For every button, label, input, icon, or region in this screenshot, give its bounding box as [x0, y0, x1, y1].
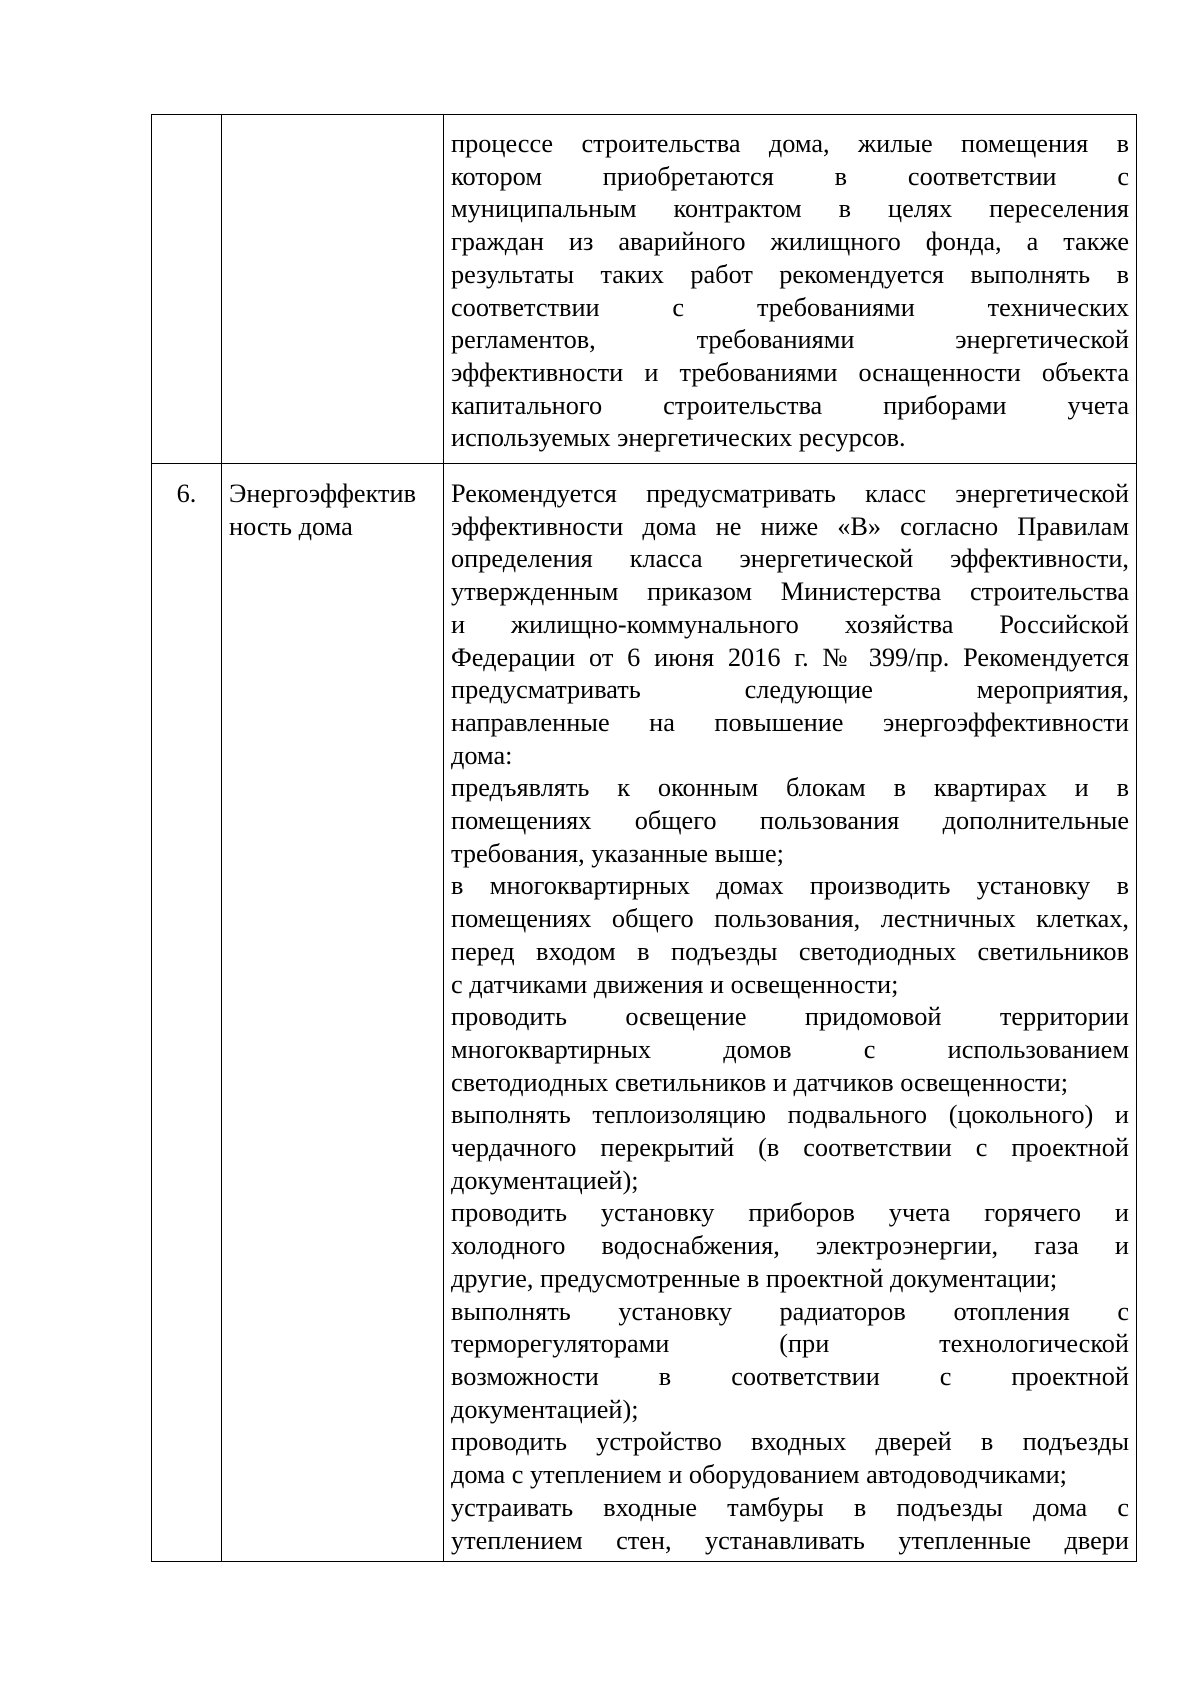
description-line: Рекомендуется предусматривать класс энергетической: [451, 479, 1129, 508]
description-line: регламентов, требованиями энергетической: [451, 325, 1129, 355]
description-line: возможности в соответствии с проектной: [451, 1361, 1129, 1391]
description-line: Федерации от 6 июня 2016 г. № 399/пр. Рекомендуется: [451, 642, 1129, 672]
description-line: устраивать входные тамбуры в подъезды дома с: [451, 1492, 1129, 1522]
table-row-continuation: [152, 115, 1137, 464]
row-number-cell: 6.: [152, 464, 222, 1562]
description-line: граждан из аварийного жилищного фонда, а также: [451, 227, 1129, 257]
description-line: муниципальным контрактом в целях переселения: [451, 194, 1129, 224]
description-line: выполнять установку радиаторов отопления с: [451, 1296, 1129, 1326]
row-title-line: Энергоэффектив: [229, 479, 416, 508]
row-title-cell: [222, 464, 444, 1562]
description-line: перед входом в подъезды светодиодных светильников: [451, 936, 1129, 966]
description-line: предусматривать следующие мероприятия,: [451, 675, 1129, 705]
row-description-cell: [444, 464, 1137, 1562]
description-line: направленные на повышение энергоэффективности: [451, 707, 1129, 737]
description-line: результаты таких работ рекомендуется выполнять в: [451, 259, 1129, 289]
description-line: проводить устройство входных дверей в подъезды: [451, 1427, 1129, 1457]
description-line: документацией);: [451, 1165, 639, 1195]
row-number-cell: [152, 115, 222, 464]
description-line: котором приобретаются в соответствии с: [451, 161, 1129, 191]
description-line: утеплением стен, устанавливать утепленные двери: [451, 1525, 1129, 1555]
table-body: [152, 115, 1137, 1562]
description-line: холодного водоснабжения, электроэнергии, газа и: [451, 1231, 1129, 1261]
table-row-energy-efficiency: [152, 464, 1137, 1562]
description-line: и жилищно-коммунального хозяйства Российской: [451, 609, 1129, 639]
description-line: утвержденным приказом Министерства строительства: [451, 577, 1129, 607]
row-title-cell: [222, 115, 444, 464]
description-line: определения класса энергетической эффективности,: [451, 544, 1129, 574]
description-line: светодиодных светильников и датчиков освещенности;: [451, 1067, 1069, 1097]
description-line: помещениях общего пользования дополнительные: [451, 806, 1129, 836]
description-line: чердачного перекрытий (в соответствии с проектной: [451, 1133, 1129, 1163]
row-description-cell: [444, 115, 1137, 464]
description-line: дома:: [451, 740, 513, 770]
description-line: эффективности дома не ниже «B» согласно Правилам: [451, 511, 1129, 541]
description-line: помещениях общего пользования, лестничных клетках,: [451, 904, 1129, 934]
description-line: капитального строительства приборами учета: [451, 390, 1129, 420]
description-line: проводить освещение придомовой территории: [451, 1002, 1129, 1032]
description-line: другие, предусмотренные в проектной документации;: [451, 1263, 1058, 1293]
description-line: эффективности и требованиями оснащенности объекта: [451, 357, 1129, 387]
description-line: соответствии с требованиями технических: [451, 292, 1129, 322]
description-line: документацией);: [451, 1394, 639, 1424]
description-line: процессе строительства дома, жилые помещения в: [451, 129, 1129, 158]
row-title-line: ность дома: [229, 511, 353, 541]
description-line: проводить установку приборов учета горячего и: [451, 1198, 1129, 1228]
description-line: многоквартирных домов с использованием: [451, 1034, 1129, 1064]
description-line: используемых энергетических ресурсов.: [451, 423, 906, 453]
description-line: в многоквартирных домах производить установку в: [451, 871, 1129, 901]
description-line: дома с утеплением и оборудованием автодоводчиками;: [451, 1460, 1067, 1490]
requirements-table: [151, 114, 1137, 1562]
description-line: требования, указанные выше;: [451, 838, 784, 868]
description-line: выполнять теплоизоляцию подвального (цокольного) и: [451, 1100, 1129, 1130]
description-line: с датчиками движения и освещенности;: [451, 969, 899, 999]
description-line: предъявлять к оконным блокам в квартирах и в: [451, 773, 1129, 803]
description-line: терморегуляторами (при технологической: [451, 1329, 1129, 1359]
